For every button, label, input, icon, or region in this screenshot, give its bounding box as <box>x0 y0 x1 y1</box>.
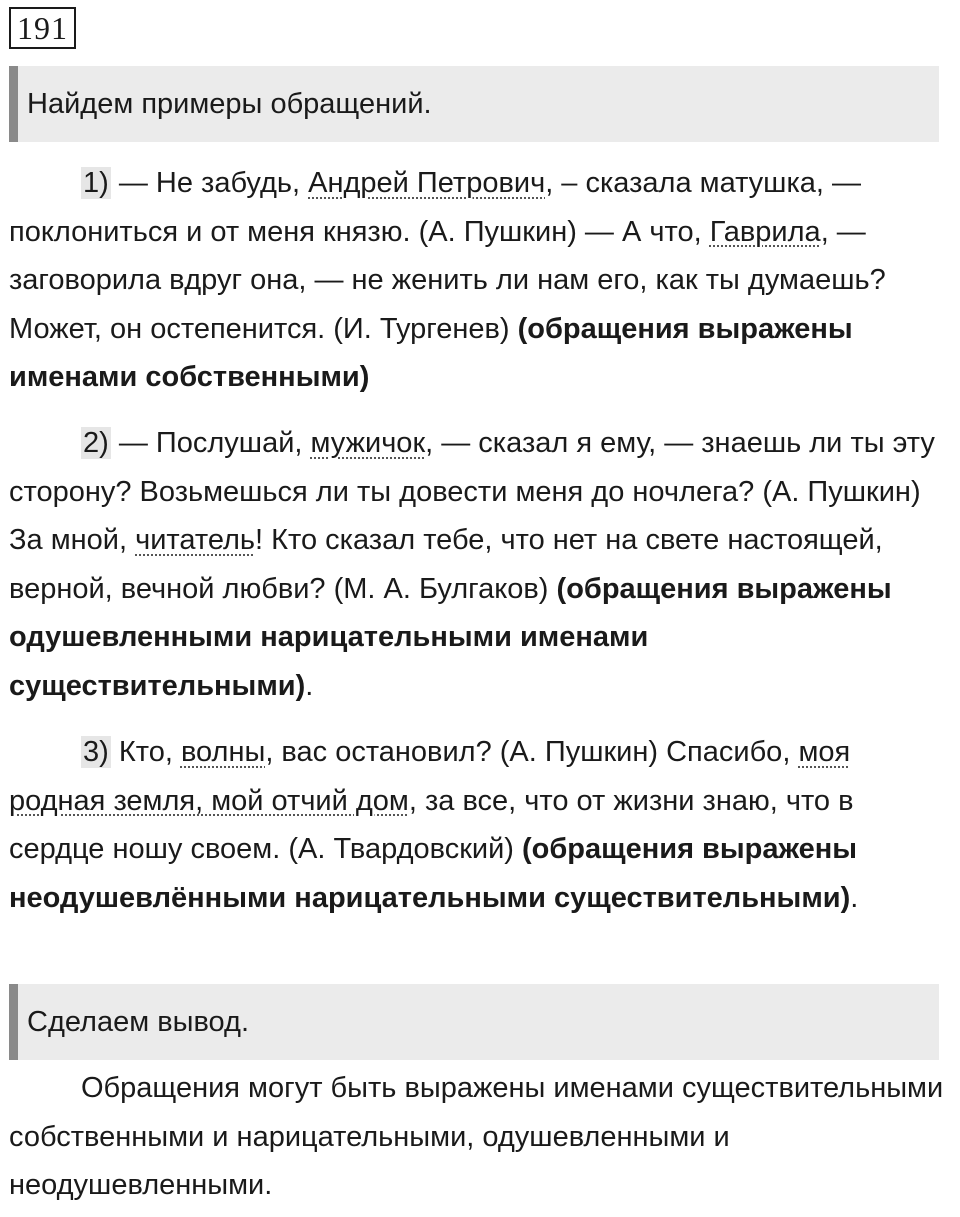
address-word: Андрей Петрович <box>308 167 546 199</box>
address-word: мужичок <box>310 427 426 459</box>
banner-text: Сделаем вывод. <box>27 1005 250 1038</box>
conclusion-paragraph <box>9 1064 954 1210</box>
text-segment: , — сказал я ему, — знаешь ли ты эту сторону? Возьмешься ли ты довести меня до ночлега? (А. Пушкин) За мной, <box>9 427 935 556</box>
explanation-note: (обращения выражены неодушевлёнными нарицательными существительными) <box>9 833 858 914</box>
text-segment: , — заговорила вдруг она, — не женить ли нам его, как ты думаешь? Может, он остепенится. (И. Тургенев) <box>9 215 886 345</box>
text-segment: — Послушай, <box>110 427 311 459</box>
text-segment: — Не забудь, <box>110 167 309 199</box>
text-segment: . <box>850 881 859 914</box>
text-segment: , – сказала матушка, — поклониться и от меня князю. (А. Пушкин) — А что, <box>9 167 862 248</box>
example-paragraph-3 <box>9 728 954 922</box>
explanation-note: (обращения выражены именами собственными) <box>9 312 853 393</box>
explanation-note: (обращения выражены одушевленными нарицательными именами существительными) <box>9 572 892 702</box>
text-segment: , за все, что от жизни знаю, что в сердце ношу своем. (А. Твардовский) <box>9 784 854 865</box>
text-segment: Кто, <box>110 736 181 768</box>
item-number: 3) <box>83 736 109 768</box>
address-word: волны <box>180 736 266 768</box>
text-segment: , вас остановил? (А. Пушкин) Спасибо, <box>265 736 799 768</box>
task-number: 191 <box>9 7 76 49</box>
conclusion-text: Обращения могут быть выражены именами существительными собственными и нарицательными, одушевленными и неодушевленными. <box>9 1072 944 1201</box>
example-paragraph-1 <box>9 159 954 402</box>
item-number: 2) <box>83 427 109 459</box>
example-paragraph-2 <box>9 419 954 710</box>
text-segment: ! Кто сказал тебе, что нет на свете настоящей, верной, вечной любви? (М. А. Булгаков) <box>9 524 883 605</box>
address-word: Гаврила <box>709 215 821 248</box>
banner-text: Найдем примеры обращений. <box>27 87 432 120</box>
section-banner-conclusion <box>9 984 939 1060</box>
text-segment: . <box>305 669 314 702</box>
section-banner-examples <box>9 66 939 142</box>
address-word: читатель <box>135 524 256 556</box>
address-word: моя родная земля, мой отчий дом <box>9 736 851 817</box>
item-number: 1) <box>83 167 109 199</box>
